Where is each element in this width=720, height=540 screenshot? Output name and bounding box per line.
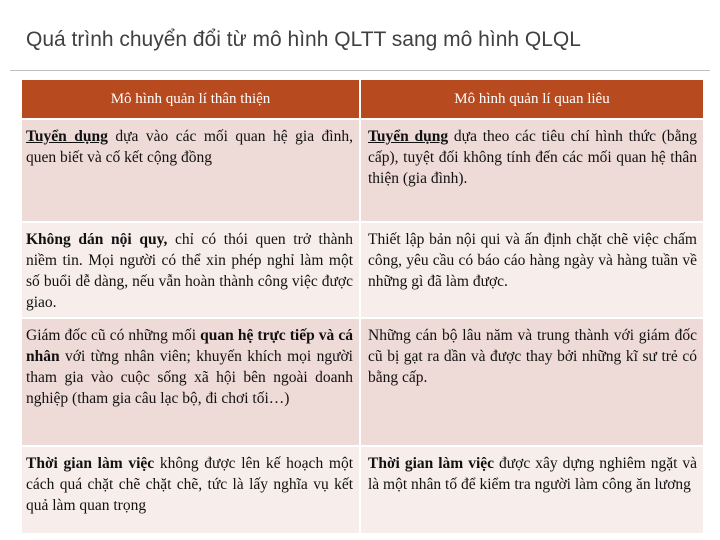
cell-lead: Tuyển dụng [368, 128, 449, 145]
cell-lead: Thời gian làm việc [26, 455, 155, 472]
cell-text: Giám đốc cũ có những mối [26, 327, 201, 344]
cell-text: với từng nhân viên; khuyến khích mọi người tham gia vào cuộc sống xã hội bên ngoài doanh nghiệp (tham gia câu lạc bộ, đi chơi tối…) [26, 348, 353, 407]
cell-friendly-rules [22, 222, 360, 318]
cell-lead: Tuyển dụng [26, 128, 108, 145]
table-row [22, 446, 703, 533]
cell-friendly-worktime [22, 446, 360, 533]
cell-bureaucratic-worktime [360, 446, 703, 533]
table-header-row [22, 80, 703, 119]
cell-text: chỉ có thói quen trở thành niềm tin. Mọi người có thể xin phép nghỉ làm một số buổi dễ dàng, nếu vẫn hoàn thành công việc được giao. [26, 231, 353, 311]
table-row [22, 119, 703, 222]
header-friendly-model: Mô hình quản lí thân thiện [22, 80, 360, 119]
title-divider [10, 70, 710, 71]
cell-emphasis: quan hệ trực tiếp và cá nhân [26, 327, 353, 365]
cell-text: Những cán bộ lâu năm và trung thành với giám đốc cũ bị gạt ra dần và được thay bởi những kĩ sư trẻ có bằng cấp. [368, 327, 697, 386]
cell-text: dựa vào các mối quan hệ gia đình, quen biết và cố kết cộng đồng [26, 128, 353, 166]
table-row [22, 318, 703, 446]
cell-friendly-relations [22, 318, 360, 446]
table-row [22, 222, 703, 318]
comparison-table [22, 80, 703, 533]
cell-lead: Không dán nội quy, [26, 231, 168, 248]
cell-bureaucratic-rules [360, 222, 703, 318]
cell-friendly-recruitment [22, 119, 360, 222]
cell-lead: Thời gian làm việc [368, 455, 495, 472]
cell-text: được xây dựng nghiêm ngặt và là một nhân tố để kiểm tra người làm công ăn lương [368, 455, 697, 493]
slide-title: Quá trình chuyển đổi từ mô hình QLTT sang mô hình QLQL [26, 28, 581, 51]
cell-bureaucratic-recruitment [360, 119, 703, 222]
header-bureaucratic-model: Mô hình quản lí quan liêu [360, 80, 703, 119]
cell-text: Thiết lập bản nội qui và ấn định chặt chẽ việc chấm công, yêu cầu có báo cáo hàng ngày và hàng tuần về những gì đã làm được. [368, 231, 697, 290]
cell-text: dựa theo các tiêu chí hình thức (bằng cấp), tuyệt đối không tính đến các mối quan hệ thân thiện (gia đình). [368, 128, 698, 187]
cell-bureaucratic-relations [360, 318, 703, 446]
cell-text: không được lên kế hoạch một cách quá chặt chẽ chặt chẽ, tức là lấy nghĩa vụ kết quả làm quan trọng [26, 455, 353, 514]
